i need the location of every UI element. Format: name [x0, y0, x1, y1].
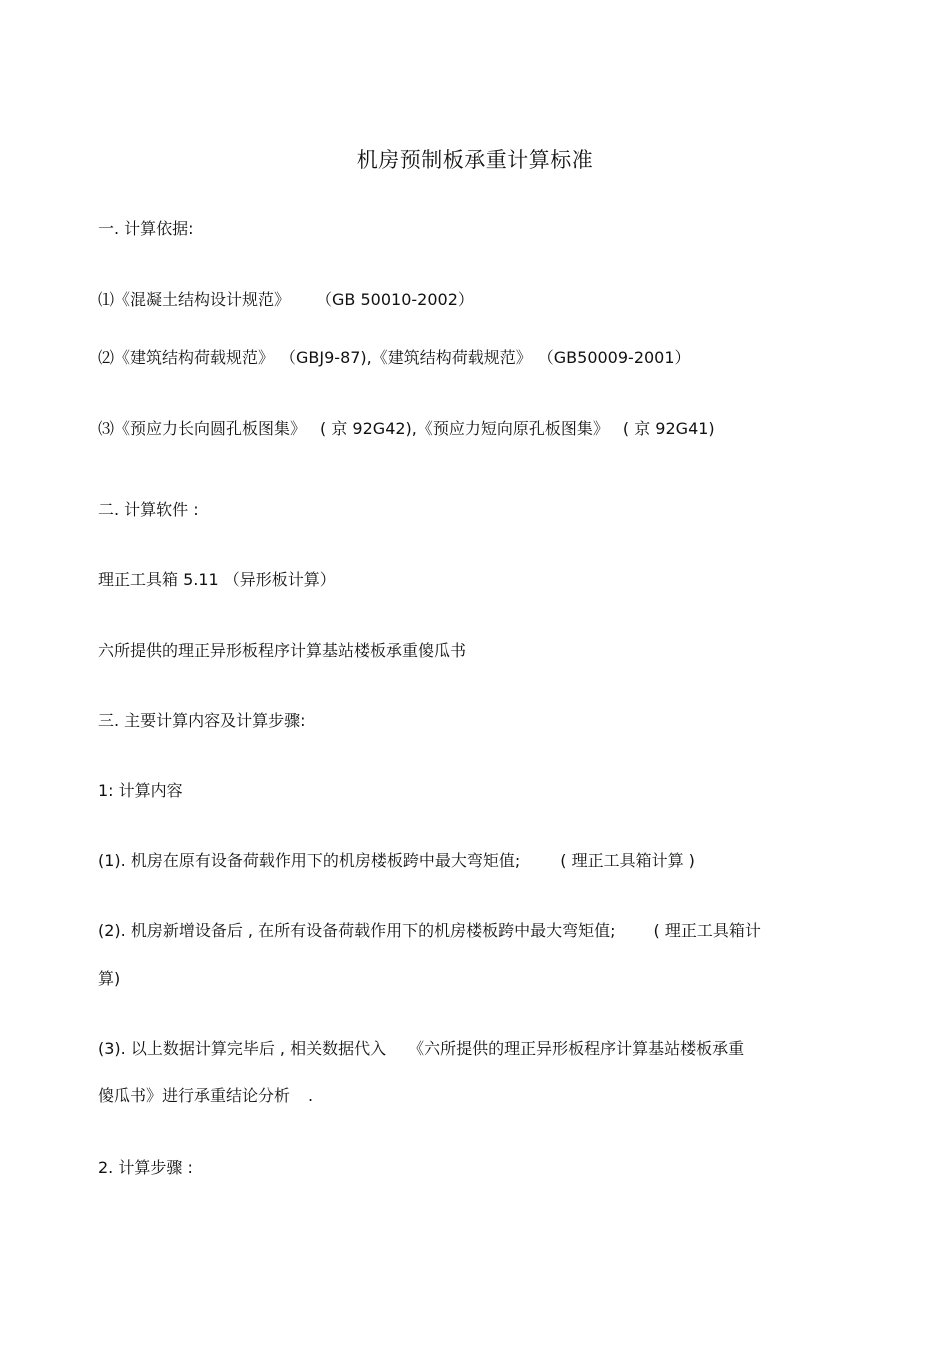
reference-1-code: （GB 50010-2002）: [316, 290, 474, 309]
reference-1: [98, 287, 474, 310]
reference-3: [98, 416, 715, 439]
reference-2-title: ⑵《建筑结构荷载规范》: [98, 348, 275, 367]
reference-1-title: ⑴《混凝土结构设计规范》: [98, 290, 291, 309]
item-3-period: .: [308, 1086, 314, 1105]
guide-line: 六所提供的理正异形板程序计算基站楼板承重傻瓜书: [98, 641, 467, 660]
item-3: [98, 1036, 744, 1059]
reference-3-middle: ( 京 92G42),《预应力短向原孔板图集》: [320, 419, 609, 438]
reference-3-title: ⑶《预应力长向圆孔板图集》: [98, 419, 307, 438]
reference-2-code: （GB50009-2001）: [537, 348, 691, 367]
item-3-continued: [98, 1083, 313, 1106]
software-line: 理正工具箱 5.11 （异形板计算）: [98, 570, 336, 589]
item-1-note: ( 理正工具箱计算 ): [560, 851, 695, 870]
section-1-heading: 一. 计算依据:: [98, 219, 194, 238]
section-3-heading: 三. 主要计算内容及计算步骤:: [98, 711, 306, 730]
item-1: [98, 848, 695, 871]
item-3-continued-text: 傻瓜书》进行承重结论分析: [98, 1086, 291, 1105]
item-1-text: (1). 机房在原有设备荷载作用下的机房楼板跨中最大弯矩值;: [98, 851, 521, 870]
reference-2: [98, 345, 691, 368]
item-2-text: (2). 机房新增设备后 , 在所有设备荷载作用下的机房楼板跨中最大弯矩值;: [98, 921, 616, 940]
item-2-continued: 算): [98, 969, 121, 988]
item-2: [98, 918, 761, 941]
reference-3-code: ( 京 92G41): [622, 419, 715, 438]
subsection-1-heading: 1: 计算内容: [98, 781, 183, 800]
item-3-text: (3). 以上数据计算完毕后 , 相关数据代入: [98, 1039, 387, 1058]
item-3-reference: 《六所提供的理正异形板程序计算基站楼板承重: [408, 1039, 745, 1058]
document-title: 机房预制板承重计算标准: [356, 148, 594, 172]
item-2-note: ( 理正工具箱计: [653, 921, 761, 940]
reference-2-middle: （GBJ9-87),《建筑结构荷载规范》: [280, 348, 532, 367]
section-2-heading: 二. 计算软件 :: [98, 500, 199, 519]
subsection-2-heading: 2. 计算步骤 :: [98, 1158, 193, 1177]
